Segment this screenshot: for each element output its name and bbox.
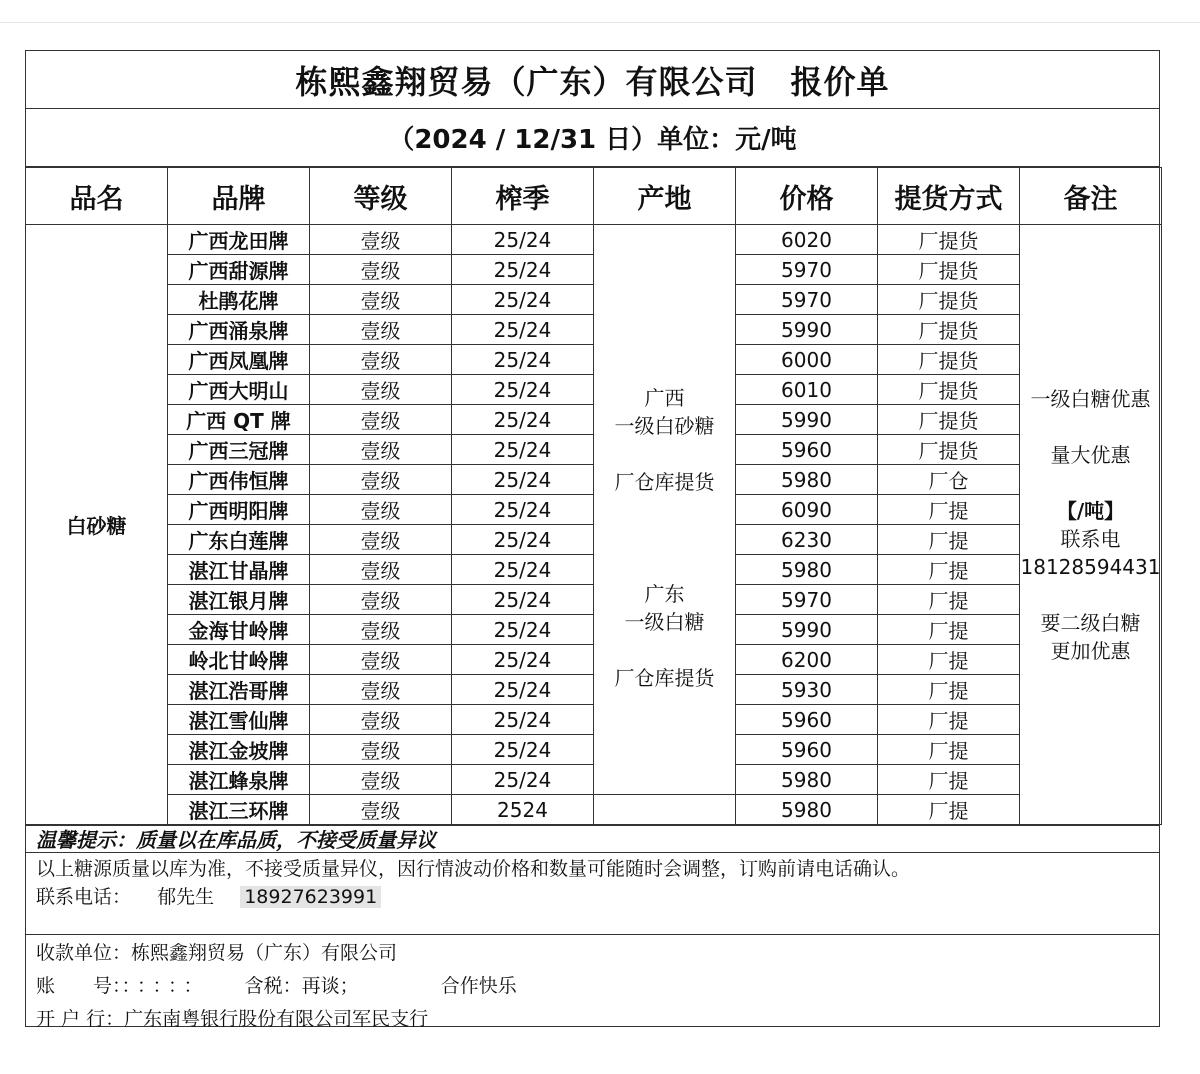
- bank-name: 广东南粤银行股份有限公司军民支行: [124, 1008, 429, 1030]
- brand-cell: 广西涌泉牌: [168, 315, 310, 345]
- price-cell: 5960: [736, 435, 878, 465]
- pickup-cell: 厂提货: [878, 315, 1020, 345]
- price-cell: 5990: [736, 315, 878, 345]
- grade-cell: 壹级: [310, 705, 452, 735]
- price-cell: 6010: [736, 375, 878, 405]
- origin-gd-product: 一级白糖: [624, 609, 705, 634]
- grade-cell: 壹级: [310, 615, 452, 645]
- price-cell: 5980: [736, 555, 878, 585]
- table-row: [26, 795, 1162, 825]
- season-cell: 2524: [452, 795, 594, 825]
- brand-cell: 湛江银月牌: [168, 585, 310, 615]
- pickup-cell: 厂提: [878, 555, 1020, 585]
- brand-cell: 金海甘岭牌: [168, 615, 310, 645]
- brand-cell: 广西伟恒牌: [168, 465, 310, 495]
- grade-cell: 壹级: [310, 315, 452, 345]
- brand-cell: 广西 QT 牌: [168, 405, 310, 435]
- grade-cell: 壹级: [310, 495, 452, 525]
- season-cell: 25/24: [452, 615, 594, 645]
- header-pickup: 提货方式: [878, 168, 1020, 225]
- brand-cell: 广西大明山: [168, 375, 310, 405]
- pickup-cell: 厂提: [878, 735, 1020, 765]
- season-cell: 25/24: [452, 585, 594, 615]
- pickup-cell: 厂提: [878, 705, 1020, 735]
- brand-cell: 广西三冠牌: [168, 435, 310, 465]
- origin-gx-product: 一级白砂糖: [614, 413, 715, 438]
- header-brand: 品牌: [168, 168, 310, 225]
- grade-cell: 壹级: [310, 585, 452, 615]
- bank-label: 开 户 行：: [36, 1008, 125, 1030]
- brand-cell: 广西凤凰牌: [168, 345, 310, 375]
- brand-cell: 广西龙田牌: [168, 225, 310, 255]
- price-cell: 5970: [736, 285, 878, 315]
- price-cell: 5930: [736, 675, 878, 705]
- grade-cell: 壹级: [310, 375, 452, 405]
- header-notes: 备注: [1020, 168, 1162, 225]
- grade-cell: 壹级: [310, 555, 452, 585]
- season-cell: 25/24: [452, 225, 594, 255]
- season-cell: 25/24: [452, 285, 594, 315]
- grade-cell: 壹级: [310, 285, 452, 315]
- pickup-cell: 厂提: [878, 765, 1020, 795]
- grade-cell: 壹级: [310, 435, 452, 465]
- warm-tip: 温馨提示：质量以在库品质，不接受质量异议: [26, 825, 1159, 853]
- grade-cell: 壹级: [310, 405, 452, 435]
- quote-sheet: [25, 50, 1161, 1030]
- brand-cell: 广西甜源牌: [168, 255, 310, 285]
- brand-cell: 广东白莲牌: [168, 525, 310, 555]
- price-cell: 5960: [736, 705, 878, 735]
- header-season: 榨季: [452, 168, 594, 225]
- grade-cell: 壹级: [310, 735, 452, 765]
- pickup-cell: 厂提: [878, 675, 1020, 705]
- price-cell: 6200: [736, 645, 878, 675]
- origin-gx-pickup: 厂仓库提货: [614, 469, 715, 494]
- brand-cell: 广西明阳牌: [168, 495, 310, 525]
- account-value: ：：：：：: [121, 975, 209, 997]
- pickup-cell: 厂提货: [878, 285, 1020, 315]
- price-table: [25, 167, 1162, 825]
- note-contact-label: 联系电: [1060, 526, 1121, 551]
- origin-cell: [594, 225, 736, 795]
- top-divider: [0, 22, 1200, 23]
- payee-label: 收款单位：: [36, 942, 132, 964]
- season-cell: 25/24: [452, 465, 594, 495]
- origin-gx-region: 广西: [644, 385, 685, 410]
- season-cell: 25/24: [452, 345, 594, 375]
- grade-cell: 壹级: [310, 675, 452, 705]
- disclaimer-text: 以上糖源质量以库为准，不接受质量异仪，因行情波动价格和数量可能随时会调整，订购前请电话确认。: [36, 858, 911, 880]
- note-phone: 18128594431: [1020, 554, 1161, 579]
- pickup-cell: 厂提: [878, 585, 1020, 615]
- brand-cell: 湛江三环牌: [168, 795, 310, 825]
- header-product: 品名: [26, 168, 168, 225]
- category-cell: 白砂糖: [26, 225, 168, 825]
- tax-value: 再谈；: [301, 975, 359, 997]
- price-cell: 6090: [736, 495, 878, 525]
- season-cell: 25/24: [452, 495, 594, 525]
- brand-cell: 湛江雪仙牌: [168, 705, 310, 735]
- season-cell: 25/24: [452, 735, 594, 765]
- header-price: 价格: [736, 168, 878, 225]
- price-cell: 5980: [736, 465, 878, 495]
- pickup-cell: 厂提: [878, 615, 1020, 645]
- pickup-cell: 厂提货: [878, 225, 1020, 255]
- grade-cell: 壹级: [310, 225, 452, 255]
- season-cell: 25/24: [452, 525, 594, 555]
- grade-cell: 壹级: [310, 765, 452, 795]
- grade-cell: 壹级: [310, 465, 452, 495]
- pickup-cell: 厂提货: [878, 345, 1020, 375]
- note-grade2-discount: 更加优惠: [1050, 638, 1131, 663]
- season-cell: 25/24: [452, 255, 594, 285]
- brand-cell: 湛江甘晶牌: [168, 555, 310, 585]
- bank-line: [36, 1003, 1149, 1036]
- table-header-row: [26, 168, 1162, 225]
- pickup-cell: 厂提货: [878, 255, 1020, 285]
- phone-label: 联系电话：: [36, 886, 132, 908]
- slogan: 合作快乐: [440, 975, 517, 997]
- pickup-cell: 厂提货: [878, 405, 1020, 435]
- season-cell: 25/24: [452, 675, 594, 705]
- price-cell: 5970: [736, 585, 878, 615]
- season-cell: 25/24: [452, 405, 594, 435]
- header-grade: 等级: [310, 168, 452, 225]
- grade-cell: 壹级: [310, 345, 452, 375]
- brand-cell: 岭北甘岭牌: [168, 645, 310, 675]
- price-cell: 5990: [736, 405, 878, 435]
- price-cell: 5980: [736, 795, 878, 825]
- price-cell: 5960: [736, 735, 878, 765]
- season-cell: 25/24: [452, 435, 594, 465]
- season-cell: 25/24: [452, 765, 594, 795]
- account-label: 账 号：: [36, 975, 122, 997]
- price-cell: 6020: [736, 225, 878, 255]
- note-grade2: 要二级白糖: [1040, 610, 1141, 635]
- sheet-title: 栋熙鑫翔贸易（广东）有限公司 报价单: [26, 51, 1159, 109]
- grade-cell: 壹级: [310, 525, 452, 555]
- price-cell: 6000: [736, 345, 878, 375]
- price-cell: 5990: [736, 615, 878, 645]
- price-cell: 5980: [736, 765, 878, 795]
- account-line: [36, 970, 1149, 1003]
- note-unit: 【/吨】: [1056, 498, 1125, 523]
- contact-name: 郁先生: [157, 886, 215, 908]
- season-cell: 25/24: [452, 555, 594, 585]
- header-origin: 产地: [594, 168, 736, 225]
- season-cell: 25/24: [452, 645, 594, 675]
- pickup-cell: 厂提: [878, 795, 1020, 825]
- season-cell: 25/24: [452, 375, 594, 405]
- pickup-cell: 厂提货: [878, 375, 1020, 405]
- brand-cell: 湛江金坡牌: [168, 735, 310, 765]
- origin-gd-region: 广东: [644, 581, 685, 606]
- brand-cell: 杜鹃花牌: [168, 285, 310, 315]
- info-section: [26, 853, 1159, 935]
- payee-name: 栋熙鑫翔贸易（广东）有限公司: [131, 942, 398, 964]
- grade-cell: 壹级: [310, 645, 452, 675]
- pickup-cell: 厂提: [878, 645, 1020, 675]
- pickup-cell: 厂提: [878, 525, 1020, 555]
- note-discount: 一级白糖优惠: [1030, 386, 1151, 411]
- brand-cell: 湛江浩哥牌: [168, 675, 310, 705]
- contact-line: [36, 883, 1149, 911]
- origin-gd-pickup: 厂仓库提货: [614, 665, 715, 690]
- pickup-cell: 厂提: [878, 495, 1020, 525]
- origin-empty-cell: [594, 795, 736, 825]
- price-cell: 6230: [736, 525, 878, 555]
- season-cell: 25/24: [452, 705, 594, 735]
- grade-cell: 壹级: [310, 255, 452, 285]
- price-cell: 5970: [736, 255, 878, 285]
- brand-cell: 湛江蜂泉牌: [168, 765, 310, 795]
- payment-section: [26, 935, 1159, 1036]
- grade-cell: 壹级: [310, 795, 452, 825]
- note-volume: 量大优惠: [1050, 442, 1131, 467]
- pickup-cell: 厂仓: [878, 465, 1020, 495]
- table-row: [26, 225, 1162, 255]
- contact-phone[interactable]: 18927623991: [240, 886, 381, 908]
- pickup-cell: 厂提货: [878, 435, 1020, 465]
- season-cell: 25/24: [452, 315, 594, 345]
- payee-line: [36, 937, 1149, 970]
- notes-cell: [1020, 225, 1162, 825]
- sheet-subtitle: （2024 / 12/31 日）单位：元/吨: [26, 109, 1159, 167]
- tax-label: 含税：: [244, 975, 302, 997]
